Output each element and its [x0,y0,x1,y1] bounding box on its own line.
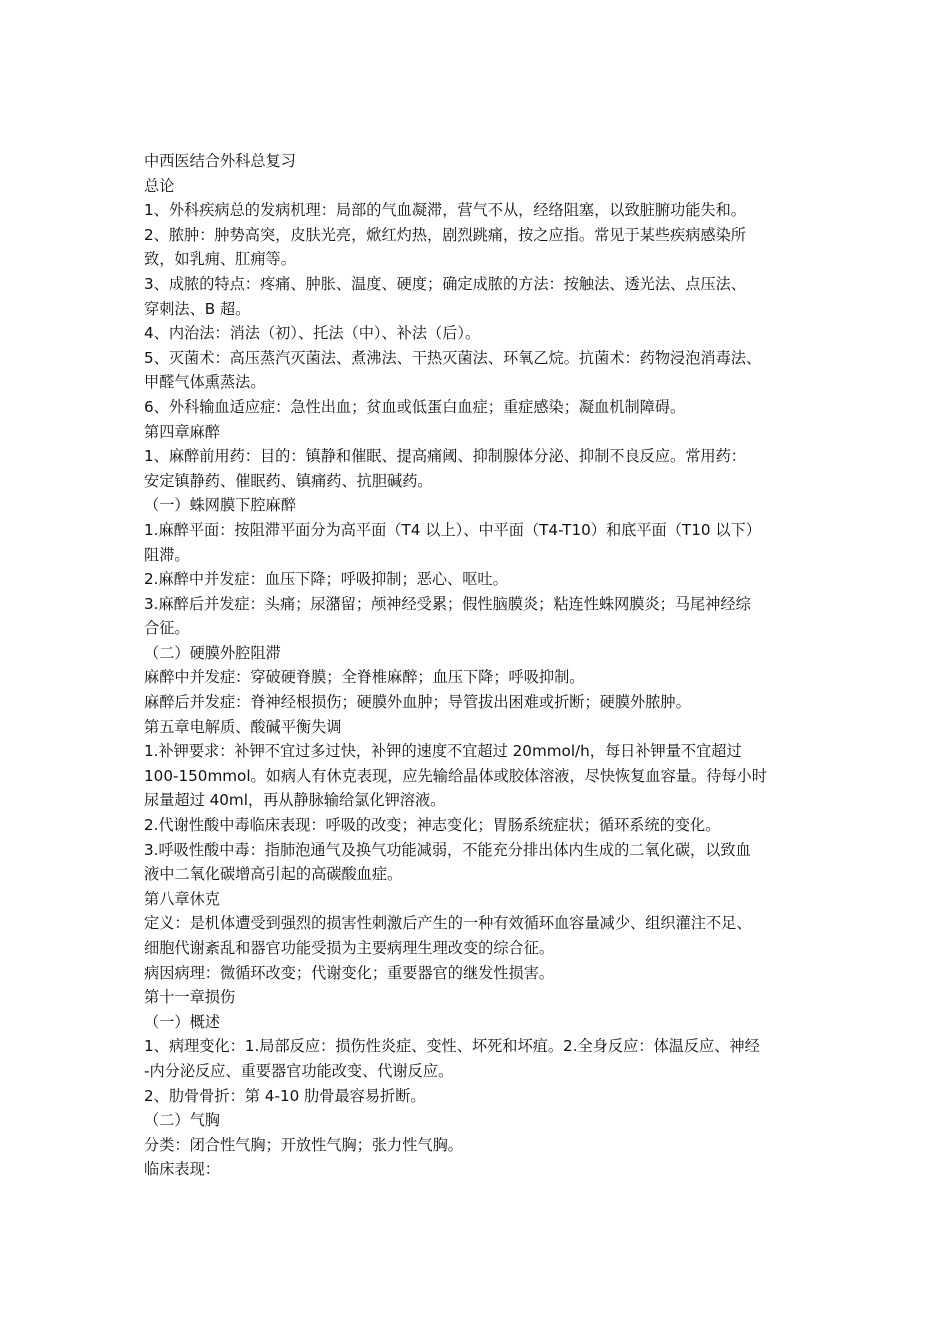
paragraph-line: 细胞代谢紊乱和器官功能受损为主要病理生理改变的综合征。 [144,939,555,957]
paragraph-line: 100-150mmol。如病人有休克表现，应先输给晶体或胶体溶液，尽快恢复血容量。待每小时 [144,766,767,785]
paragraph-line: 合征。 [144,619,190,638]
paragraph-line: 病因病理：微循环改变；代谢变化；重要器官的继发性损害。 [144,963,555,982]
paragraph-line: -内分泌反应、重要器官功能改变、代谢反应。 [144,1061,454,1080]
paragraph-line: 麻醉中并发症：穿破硬脊膜；全脊椎麻醉；血压下降；呼吸抑制。 [144,668,585,687]
section-heading: 第五章电解质、酸碱平衡失调 [144,717,342,736]
paragraph-line: 临床表现： [144,1160,220,1179]
subsection-heading: （二）硬膜外腔阻滞 [144,643,281,662]
paragraph-line: 液中二氧化碳增高引起的高碳酸血症。 [144,865,403,884]
paragraph-line: 尿量超过 40ml，再从静脉输给氯化钾溶液。 [144,791,446,810]
paragraph-line: 阻滞。 [144,545,190,564]
paragraph-line: 2、脓肿：肿势高突，皮肤光亮，焮红灼热，剧烈跳痛，按之应指。常见于某些疾病感染所 [144,225,746,244]
paragraph-line: 致，如乳痈、肛痈等。 [144,250,296,269]
paragraph-line: 甲醛气体熏蒸法。 [144,373,266,392]
document-body [144,149,834,1182]
section-heading: 第八章休克 [144,889,220,908]
paragraph-line: 4、内治法：消法（初）、托法（中）、补法（后）。 [144,324,481,343]
paragraph-line: 2.麻醉中并发症：血压下降；呼吸抑制；恶心、呕吐。 [144,570,508,589]
paragraph-line: 1、病理变化：1.局部反应：损伤性炎症、变性、坏死和坏疽。2.全身反应：体温反应、神经 [144,1037,760,1056]
paragraph-line: 2.代谢性酸中毒临床表现：呼吸的改变；神志变化；胃肠系统症状；循环系统的变化。 [144,816,721,835]
paragraph-line: 定义：是机体遭受到强烈的损害性刺激后产生的一种有效循环血容量减少、组织灌注不足、 [144,914,752,933]
paragraph-line: 1、外科疾病总的发病机理：局部的气血凝滞，营气不从，经络阻塞，以致脏腑功能失和。 [144,201,746,220]
section-heading: 第四章麻醉 [144,422,220,441]
paragraph-line: 5、灭菌术：高压蒸汽灭菌法、煮沸法、干热灭菌法、环氧乙烷。抗菌术：药物浸泡消毒法、 [144,348,762,367]
paragraph-line: 1.麻醉平面：按阻滞平面分为高平面（T4 以上）、中平面（T4-T10）和底平面（T10 以下） [144,520,761,539]
document-title: 中西医结合外科总复习 [144,152,296,170]
paragraph-line: 1.补钾要求：补钾不宜过多过快，补钾的速度不宜超过 20mmol/h，每日补钾量不宜超过 [144,742,742,761]
paragraph-line: 穿刺法、B 超。 [144,299,251,318]
paragraph-line: 分类：闭合性气胸；开放性气胸；张力性气胸。 [144,1135,463,1154]
section-heading: 总论 [144,176,175,195]
paragraph-line: 安定镇静药、催眠药、镇痛药、抗胆碱药。 [144,471,433,490]
subsection-heading: （一）蛛网膜下腔麻醉 [144,496,296,515]
subsection-heading: （一）概述 [144,1012,220,1031]
paragraph-line: 3、成脓的特点：疼痛、肿胀、温度、硬度；确定成脓的方法：按触法、透光法、点压法、 [144,274,746,293]
paragraph-line: 6、外科输血适应症：急性出血；贫血或低蛋白血症；重症感染；凝血机制障碍。 [144,397,686,416]
paragraph-line: 3.麻醉后并发症：头痛；尿潴留；颅神经受累；假性脑膜炎；粘连性蛛网膜炎；马尾神经综 [144,594,751,613]
paragraph-line: 麻醉后并发症：脊神经根损伤；硬膜外血肿；导管拔出困难或折断；硬膜外脓肿。 [144,693,691,712]
paragraph-line: 3.呼吸性酸中毒：指肺泡通气及换气功能减弱，不能充分排出体内生成的二氧化碳，以致血 [144,840,751,859]
paragraph-line: 2、肋骨骨折：第 4-10 肋骨最容易折断。 [144,1086,426,1105]
section-heading: 第十一章损伤 [144,988,236,1007]
subsection-heading: （二）气胸 [144,1111,220,1130]
paragraph-line: 1、麻醉前用药：目的：镇静和催眠、提高痛阈、抑制腺体分泌、抑制不良反应。常用药： [144,447,746,466]
